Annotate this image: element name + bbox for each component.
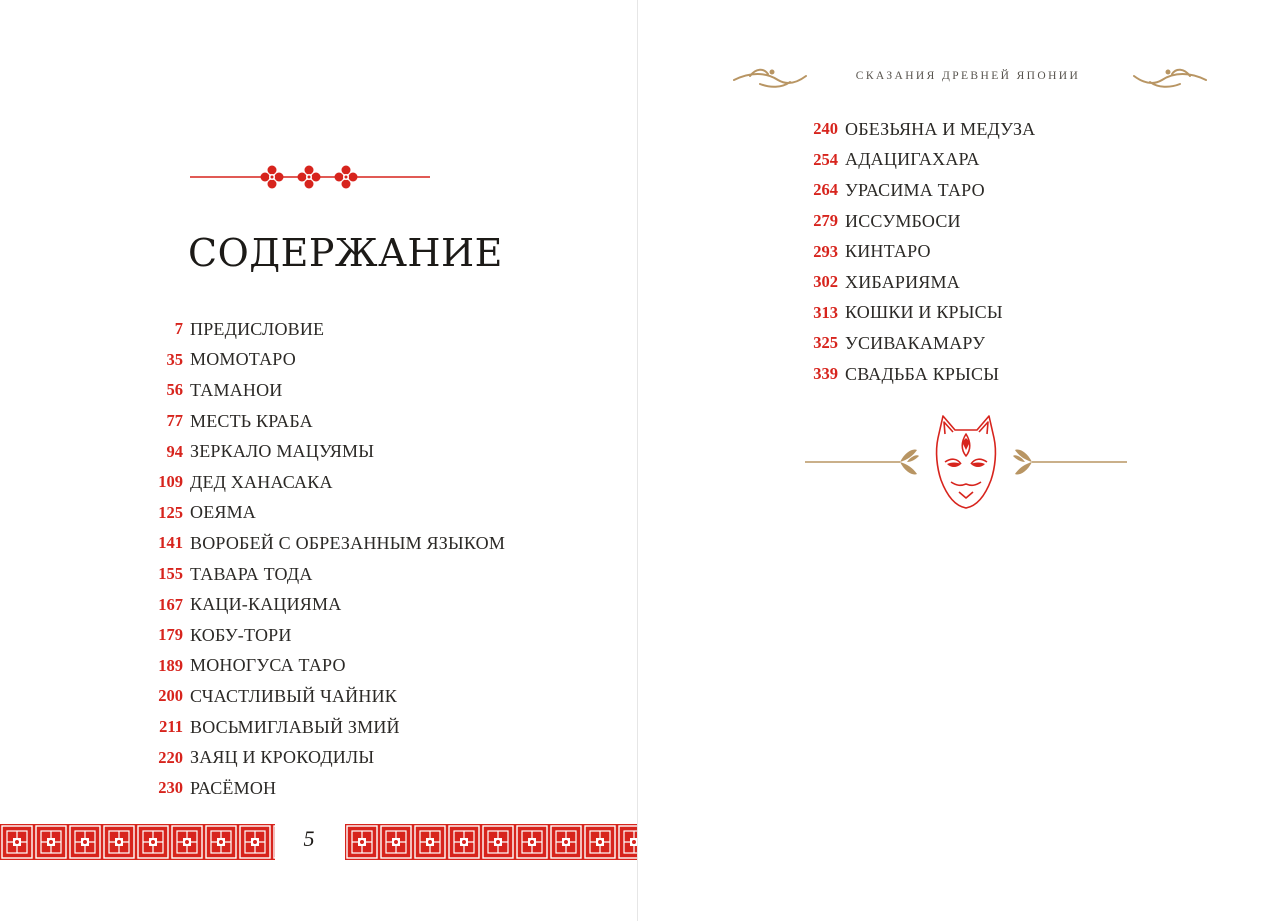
toc-entry xyxy=(130,589,505,620)
toc-entry xyxy=(130,345,505,376)
toc-entry xyxy=(130,528,505,559)
toc-entry xyxy=(785,114,1035,145)
toc-page-number: 7 xyxy=(174,319,183,339)
toc-page-number: 109 xyxy=(158,472,183,492)
toc-entry-title: КИНТАРО xyxy=(845,241,931,262)
toc-entry-title: МОМОТАРО xyxy=(190,349,296,370)
toc-entry-title: РАСЁМОН xyxy=(190,777,277,798)
toc-entry xyxy=(130,651,505,682)
toc-entry xyxy=(130,406,505,437)
toc-page-number: 230 xyxy=(158,778,183,798)
toc-entry-title: ТАВАРА ТОДА xyxy=(190,563,313,584)
toc-page-number: 77 xyxy=(166,411,183,431)
toc-entry xyxy=(785,267,1035,298)
toc-entry xyxy=(130,773,505,804)
toc-page-number: 220 xyxy=(158,747,183,767)
toc-entry-title: ЗЕРКАЛО МАЦУЯМЫ xyxy=(190,441,375,462)
pattern-band xyxy=(0,824,275,860)
toc-entry xyxy=(785,145,1035,176)
toc-entry-title: СВАДЬБА КРЫСЫ xyxy=(845,363,1000,384)
toc-entry-title: МОНОГУСА ТАРО xyxy=(190,655,346,676)
toc-entry xyxy=(130,559,505,590)
toc-entry-title: КОБУ-ТОРИ xyxy=(190,624,292,645)
toc-list-right xyxy=(785,114,1035,389)
toc-entry xyxy=(785,359,1035,390)
toc-title: СОДЕРЖАНИЕ xyxy=(188,231,503,276)
toc-entry xyxy=(130,436,505,467)
toc-entry-title: ОБЕЗЬЯНА И МЕДУЗА xyxy=(845,118,1036,139)
toc-page-number: 200 xyxy=(158,686,183,706)
toc-page-number: 211 xyxy=(159,717,183,737)
toc-page-number: 125 xyxy=(158,502,183,522)
fox-mask-icon xyxy=(805,412,1127,512)
toc-page-number: 155 xyxy=(158,564,183,584)
toc-page-number: 240 xyxy=(813,119,838,139)
toc-page-number: 293 xyxy=(813,241,838,261)
toc-entry-title: СЧАСТЛИВЫЙ ЧАЙНИК xyxy=(190,685,397,706)
toc-entry xyxy=(130,620,505,651)
toc-page-number: 339 xyxy=(813,364,838,384)
toc-page-number: 179 xyxy=(158,625,183,645)
toc-entry xyxy=(130,375,505,406)
toc-entry xyxy=(785,328,1035,359)
toc-page-number: 56 xyxy=(166,380,183,400)
toc-entry xyxy=(785,175,1035,206)
toc-page-number: 189 xyxy=(158,655,183,675)
toc-entry-title: ИССУМБОСИ xyxy=(845,210,961,231)
toc-entry-title: АДАЦИГАХАРА xyxy=(845,149,980,170)
toc-entry-title: ТАМАНОИ xyxy=(190,379,283,400)
toc-entry-title: ВОСЬМИГЛАВЫЙ ЗМИЙ xyxy=(190,716,400,737)
toc-page-number: 264 xyxy=(813,180,838,200)
toc-page-number: 141 xyxy=(158,533,183,553)
toc-entry-title: ЗАЯЦ И КРОКОДИЛЫ xyxy=(190,747,375,768)
toc-entry-title: УСИВАКАМАРУ xyxy=(845,332,986,353)
pattern-band xyxy=(345,824,637,860)
toc-entry xyxy=(130,681,505,712)
toc-entry-title: КОШКИ И КРЫСЫ xyxy=(845,302,1003,323)
toc-entry-title: ДЕД ХАНАСАКА xyxy=(190,471,333,492)
toc-page-number: 167 xyxy=(158,594,183,614)
toc-entry-title: ПРЕДИСЛОВИЕ xyxy=(190,318,325,339)
laurel-branch-icon xyxy=(900,450,1032,475)
running-title: СКАЗАНИЯ ДРЕВНЕЙ ЯПОНИИ xyxy=(855,70,1081,82)
toc-entry xyxy=(785,298,1035,329)
toc-entry-title: ОЕЯМА xyxy=(190,502,257,523)
toc-page-number: 35 xyxy=(166,349,183,369)
toc-page-number: 279 xyxy=(813,211,838,231)
toc-entry-title: КАЦИ-КАЦИЯМА xyxy=(190,594,342,615)
toc-page-number: 302 xyxy=(813,272,838,292)
toc-entry-title: УРАСИМА ТАРО xyxy=(845,179,985,200)
toc-entry xyxy=(785,206,1035,237)
toc-page-number: 325 xyxy=(813,333,838,353)
toc-entry-title: ВОРОБЕЙ С ОБРЕЗАННЫМ ЯЗЫКОМ xyxy=(190,532,506,553)
toc-page-number: 254 xyxy=(813,149,838,169)
toc-entry-title: ХИБАРИЯМА xyxy=(845,271,960,292)
page-number: 5 xyxy=(303,826,315,851)
toc-entry xyxy=(130,314,505,345)
toc-page-number: 94 xyxy=(166,441,183,461)
toc-entry-title: МЕСТЬ КРАБА xyxy=(190,410,313,431)
toc-entry xyxy=(785,236,1035,267)
toc-entry xyxy=(130,712,505,743)
toc-entry xyxy=(130,742,505,773)
toc-entry xyxy=(130,467,505,498)
flower-ornament-icon xyxy=(190,162,430,192)
toc-entry xyxy=(130,498,505,529)
toc-list-left xyxy=(130,314,505,804)
toc-page-number: 313 xyxy=(813,302,838,322)
left-page xyxy=(0,0,637,921)
